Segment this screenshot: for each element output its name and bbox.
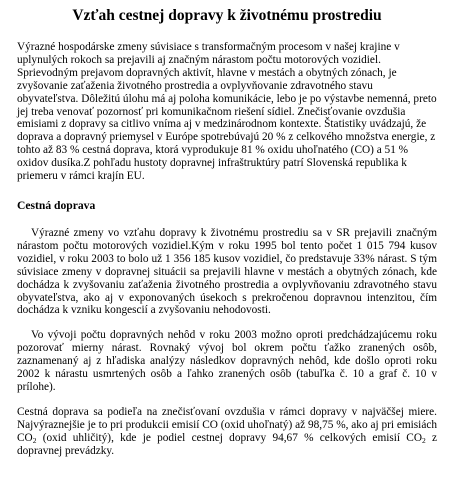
paragraph-emissions — [17, 406, 437, 458]
subscript-2: 2 — [32, 435, 37, 445]
paragraph-gap — [17, 317, 437, 329]
emissions-text-mid: (oxid uhličitý), kde je podiel cestnej dopravy 94,67 % celkových emisií CO — [36, 431, 422, 444]
intro-paragraph: Výrazné hospodárske zmeny súvisiace s transformačným procesom v našej krajine v uplynulých rokoch sa prejavili aj značným nárastom počtu motorových vozidiel. Sprievodným prejavom dopravných aktivít, hlavne v mestách a obytných zónach, je zvyšovanie zaťaženia životného prostredia a ovplyvňovanie zdravotného stavu obyvateľstva. Dôležitú úlohu má aj poloha komunikácie, lebo je po výstavbe nemenná, preto jej treba venovať pozornosť pri komunikačnom riešení sídiel. Znečisťovanie ovzdušia emisiami z dopravy sa citlivo vníma aj v medzinárodnom kontexte. Štatistiky uvádzajú, že doprava a dopravný priemysel v Európe spotrebúvajú 20 % z celkového množstva energie, z tohto až 83 % cestná doprava, ktorá vyprodukuje 81 % oxidu uhoľnatého (CO) a 51 % oxidov dusíka.Z pohľadu hustoty dopravnej infraštruktúry patrí Slovenská republika k priemeru v rámci krajín EU. — [17, 41, 437, 183]
emissions-text-lead: Cestná doprava sa podieľa na znečisťovaní ovzdušia v rámci dopravy v najväčšej miere. Najvýraznejšie je to pri produkcii emisií CO (oxid uhoľnatý) až 98,75 %, ako aj pri emisiách CO — [17, 405, 437, 444]
section-heading: Cestná doprava — [17, 198, 96, 212]
paragraph-accidents: Vo vývoji počtu dopravných nehôd v roku 2003 možno oproti predchádzajúcemu roku pozorovať mierny nárast. Rovnaký vývoj bol okrem počtu ťažko zranených osôb, zaznamenaný aj z hľadiska analýzy následkov dopravných nehôd, kde došlo oproti roku 2002 k nárastu usmrtených osôb a ľahko zranených osôb (tabuľka č. 10 a graf č. 10 v prílohe). — [17, 329, 437, 393]
paragraph-gap — [17, 394, 437, 406]
emissions-text-tail: z dopravnej prevádzky. — [17, 431, 437, 457]
document-page — [17, 6, 437, 457]
page-title: Vzťah cestnej dopravy k životnému prostrediu — [72, 7, 382, 24]
paragraph-vehicle-growth: Výrazné zmeny vo vzťahu dopravy k životnému prostrediu sa v SR prejavili značným nárastom počtu motorových vozidiel.Kým v roku 1995 bol tento počet 1 015 794 kusov vozidiel, v roku 2003 to bolo už 1 356 185 kusov vozidiel, čo predstavuje 33% nárast. S tým súvisiace zmeny v dopravnej situácii sa prejavili hlavne v mestách a obytných zónach, kde dochádza k zvyšovaniu zaťaženia životného prostredia a ovplyvňovaniu zdravotného stavu obyvateľstva, ako aj v exponovaných úsekoch s prekročenou dopravnou intenzitou, čím dochádza k vzniku kongescií a zvyšovaniu nehodovosti. — [17, 226, 437, 317]
subscript-2: 2 — [421, 435, 426, 445]
